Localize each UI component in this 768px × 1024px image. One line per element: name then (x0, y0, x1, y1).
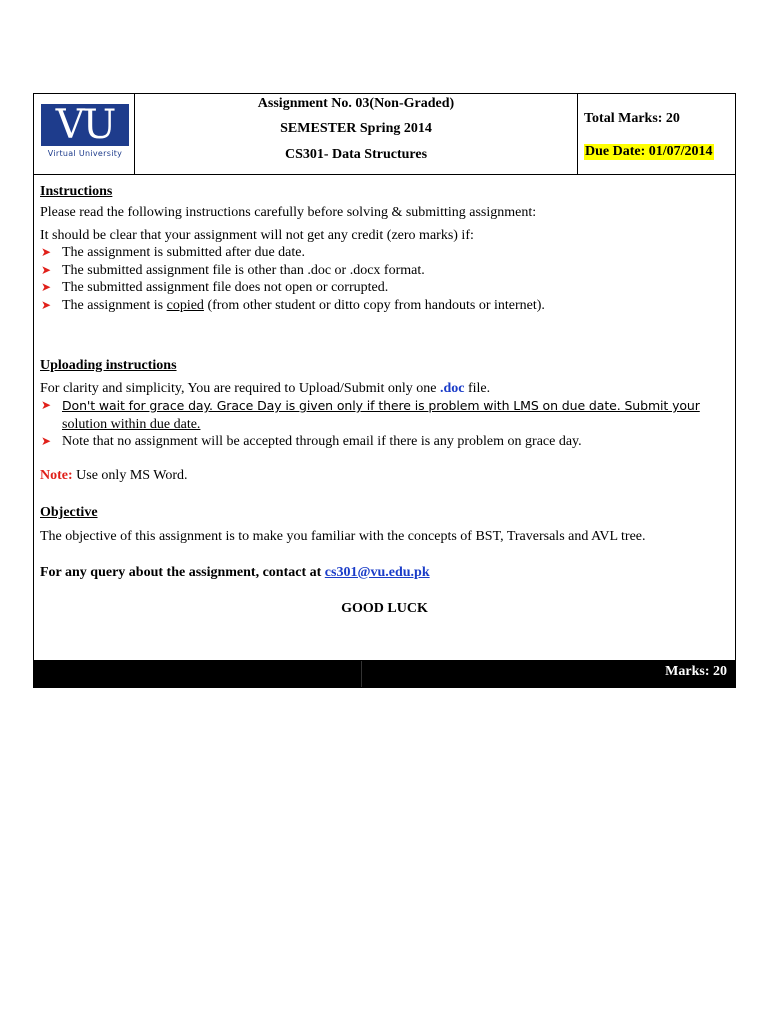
doc-format: .doc (439, 381, 465, 396)
list-item: ➤ The assignment is submitted after due date. (41, 245, 305, 260)
contact-line: For any query about the assignment, contact at cs301@vu.edu.pk (40, 564, 430, 580)
list-item: ➤ Don't wait for grace day. Grace Day is given only if there is problem with LMS on due date. Submit your solution within due date. (41, 398, 700, 432)
list-item: ➤ Note that no assignment will be accepted through email if there is any problem on grace day. (41, 434, 582, 449)
note-line: Note: Use only MS Word. (40, 467, 188, 483)
semester-label: SEMESTER Spring 2014 (280, 121, 432, 136)
logo-mark: VU (41, 104, 129, 146)
course-title: CS301- Data Structures (284, 147, 428, 162)
note-label: Note: (40, 467, 73, 483)
arrow-bullet-icon: ➤ (41, 297, 52, 312)
arrow-bullet-icon: ➤ (41, 280, 52, 294)
uploading-heading: Uploading instructions (40, 358, 177, 373)
assignment-title: Assignment No. 03(Non-Graded) (257, 96, 455, 111)
arrow-bullet-icon: ➤ (41, 245, 52, 259)
header-table (33, 93, 736, 175)
arrow-bullet-icon: ➤ (41, 434, 52, 448)
list-item: ➤ The assignment is copied (from other student or ditto copy from handouts or internet). (41, 297, 545, 313)
footer-marks: Marks: 20 (665, 664, 727, 679)
copied-word: copied (166, 297, 204, 313)
list-item: ➤ The submitted assignment file does not open or corrupted. (41, 280, 389, 295)
assignment-sheet (33, 93, 736, 688)
marks-footer (33, 660, 736, 688)
list-item: ➤ The submitted assignment file is other than .doc or .docx format. (41, 262, 425, 278)
logo-caption: Virtual University (47, 149, 123, 158)
marks-cell (578, 94, 735, 174)
upload-rules-list (40, 397, 729, 451)
logo-cell (34, 94, 135, 174)
zero-marks-list (40, 244, 729, 314)
objective-text: The objective of this assignment is to make you familiar with the concepts of BST, Traversals and AVL tree. (40, 528, 646, 544)
arrow-bullet-icon: ➤ (41, 262, 52, 277)
instructions-heading: Instructions (40, 184, 113, 199)
total-marks: Total Marks: 20 (584, 111, 680, 126)
objective-heading: Objective (40, 504, 98, 520)
instructions-body (33, 175, 736, 660)
instructions-intro: Please read the following instructions carefully before solving & submitting assignment: (40, 205, 537, 220)
footer-left-cell (34, 661, 362, 687)
arrow-bullet-icon: ➤ (41, 398, 52, 412)
vu-logo (41, 104, 129, 160)
title-cell (135, 94, 578, 174)
credit-note: It should be clear that your assignment will not get any credit (zero marks) if: (40, 228, 474, 243)
good-luck: GOOD LUCK (341, 600, 428, 616)
due-date: Due Date: 01/07/2014 (585, 144, 713, 159)
uploading-intro: For clarity and simplicity, You are required to Upload/Submit only one .doc file. (40, 381, 491, 396)
contact-email-link[interactable]: cs301@vu.edu.pk (324, 564, 430, 580)
